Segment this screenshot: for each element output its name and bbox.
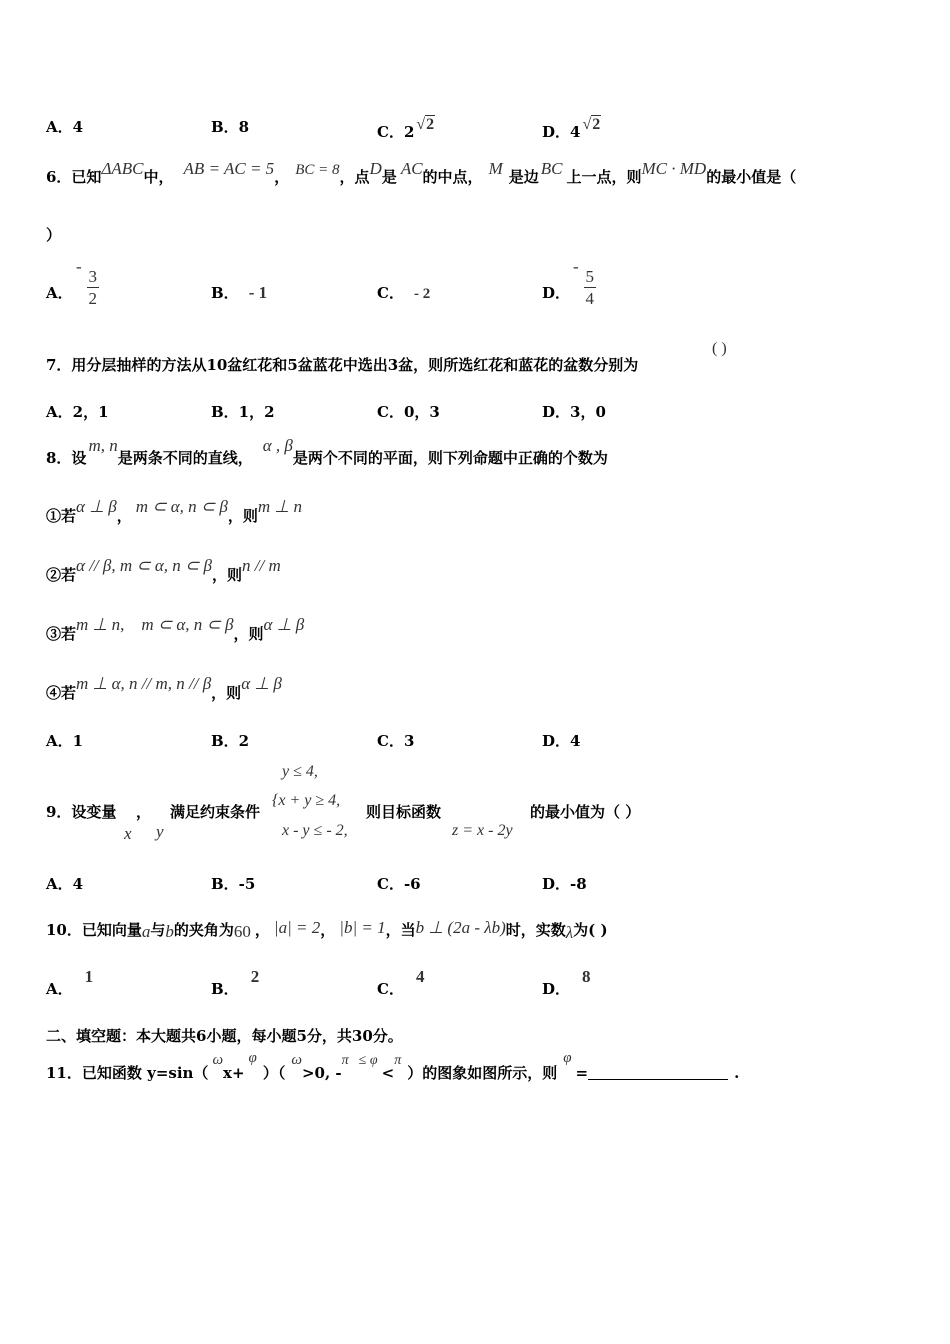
q8-item-4 [46,674,282,703]
q7-option-a: A．2，1 [46,403,109,421]
fraction-bar [584,287,596,288]
q11-inequality: ≤ φ [358,1053,378,1068]
q11-text: . [734,1064,740,1082]
q11-omega: ω [291,1052,302,1068]
section-heading: 二、填空题：本大题共6小题，每小题5分，共30分。 [46,1027,403,1045]
q10-perpendicular: b ⊥ (2a - λb) [415,918,506,937]
answer-blank[interactable] [588,1065,728,1080]
q10-option-a-value: 1 [84,967,94,986]
q8-planes: α , β [262,436,293,455]
q10-text: 与 [150,921,166,939]
q10-text: 的夹角为 [173,921,234,939]
q6-option-a-label: A． [46,284,73,302]
q5-option-b: B．8 [211,118,250,136]
q6-point-d: D [369,159,382,178]
q8-item-1 [46,497,302,526]
q8-item-then: ，则 [212,566,243,584]
q6-option-d-fraction [584,268,596,307]
q11-text: x+ [223,1064,245,1082]
q6-segment-ac: AC [400,159,423,178]
q6-option-d-value [573,257,596,307]
q5-option-c-radicand: 2 [426,116,435,133]
q9-text: 则目标函数 [366,803,442,821]
q8-item-condition: α ⊥ β [76,497,117,516]
q8-item-condition: m ⊂ α, n ⊂ β [135,497,228,516]
q10-text: ，当 [385,921,416,939]
q10-lambda: λ [565,923,574,942]
q8-item-2 [46,556,281,585]
numerator: 5 [585,267,595,286]
q6-text: 的最小值是（ [706,168,797,186]
q7-option-d: D．3，0 [542,403,606,421]
q6-stem [46,159,797,187]
q10-option-a [46,967,94,999]
q9-option-c: C．-6 [377,875,421,893]
q7-option-b: B．1，2 [211,403,275,421]
q8-item-condition: m ⊥ α, n // m, n // β [76,674,212,693]
q10-option-b-value: 2 [250,967,260,986]
q9-variable-y: y [156,822,164,841]
q6-option-b [211,282,267,303]
q9-variable-x: x [124,824,132,843]
q6-option-b-value: - 1 [248,283,268,302]
q8-stem [46,436,608,468]
q10-text: ， [320,921,336,939]
denominator: 2 [88,289,98,308]
q11-pi: π [341,1053,349,1068]
q8-item-then: ，则 [211,684,242,702]
q10-option-b [211,967,260,999]
q11-omega: ω [212,1052,224,1068]
q9-number: 9．设变量 [46,803,117,821]
q10-option-c [377,967,425,999]
denominator: 4 [585,289,595,308]
q8-item-then: ，则 [227,507,258,525]
q11-pi: π [394,1053,402,1068]
q9-option-b: B．-5 [211,875,256,893]
q11-text: >0, - [301,1064,342,1082]
q8-item-result: m ⊥ n [257,497,302,516]
q7-paren: ( ) [712,340,727,357]
q8-item-mark: ④若 [46,684,77,702]
q6-triangle: ΔABC [101,159,144,178]
q5-option-c-label: C．2 [377,123,415,141]
q6-close-paren: ） [46,226,62,244]
q8-item-result: n // m [242,556,281,575]
q10-text: 时，实数 [505,921,566,939]
q9-constraint-2: {x + y ≥ 4, [272,792,341,809]
q9-comma: ， [136,803,152,821]
q10-option-c-value: 4 [415,967,425,986]
q9-constraint-1: y ≤ 4, [282,763,318,780]
q11-stem [46,1050,740,1083]
q8-text: 是两条不同的直线， [117,449,253,467]
q6-option-d [542,282,570,303]
q9-constraint-3: x - y ≤ - 2, [282,822,348,839]
q10-vector-a: a [141,922,151,941]
q10-option-a-label: A． [46,980,73,998]
q6-text: 中， [143,168,174,186]
q10-option-b-label: B． [211,980,239,998]
q6-option-d-sign: - [573,257,579,276]
q10-vector-b: b [165,922,174,941]
q9-text: 的最小值为（ ） [530,803,641,821]
q10-norm-b: |b| = 1 [339,918,386,937]
q6-option-b-label: B． [211,284,239,302]
q5-option-c [377,116,435,142]
q10-text: ， [254,921,270,939]
q11-text: ）（ [262,1064,286,1082]
q10-angle: 60 [233,922,251,941]
sqrt-symbol: √2 [582,116,601,133]
q8-number: 8．设 [46,449,87,467]
q6-dot-product: MC · MD [641,159,707,178]
q8-item-then: ，则 [233,625,264,643]
q10-option-d-value: 8 [582,967,591,986]
q8-option-d: D．4 [542,732,581,750]
q5-option-d-label: D．4 [542,123,581,141]
q10-option-c-label: C． [377,980,404,998]
q6-option-c-value: - 2 [413,286,431,302]
q8-item-mark: ③若 [46,625,77,643]
q8-item-mark: ②若 [46,566,77,584]
q8-item-result: α ⊥ β [263,615,305,634]
q6-text: ，点 [339,168,370,186]
q11-phi: φ [563,1050,572,1066]
q11-text: = [575,1064,589,1082]
q6-text: 是边 [508,168,539,186]
q6-equation-1: AB = AC = 5 [183,159,275,178]
q6-option-c-label: C． [377,284,404,302]
q6-equation-2: BC = 8 [295,162,340,178]
fraction-bar [87,287,99,288]
q11-text: < [381,1064,395,1082]
q8-item-condition: m ⊥ n, m ⊂ α, n ⊂ β [76,615,234,634]
q9-option-d: D．-8 [542,875,587,893]
q5-option-d-radicand: 2 [592,116,601,133]
q10-option-d-label: D． [542,980,571,998]
q6-text: 是 [381,168,397,186]
q6-option-a-value [76,257,99,307]
q8-item-mark: ①若 [46,507,77,525]
q6-option-d-label: D． [542,284,571,302]
q11-text: ）的图象如图所示，则 [407,1064,558,1082]
q6-text: 上一点，则 [566,168,642,186]
q8-item-result: α ⊥ β [241,674,282,693]
q6-point-m: M [488,159,503,178]
q9-option-a: A．4 [46,875,84,893]
q6-segment-bc: BC [540,159,563,178]
q8-option-c: C．3 [377,732,415,750]
numerator: 3 [88,267,98,286]
q9-objective: z = x - 2y [452,822,513,839]
q8-item-3 [46,615,305,644]
q8-item-sep: ， [116,507,132,525]
q6-number: 6．已知 [46,168,102,186]
q8-text: 是两个不同的平面，则下列命题中正确的个数为 [292,449,608,467]
q11-phi: φ [248,1050,257,1066]
q6-text: ， [274,168,290,186]
sqrt-symbol: √2 [416,116,435,133]
q6-option-a-sign: - [76,257,82,276]
q10-stem [46,919,608,940]
q8-option-a: A．1 [46,732,84,750]
q10-number: 10．已知向量 [46,921,142,939]
q9-text: 满足约束条件 [170,803,261,821]
q8-option-b: B．2 [211,732,250,750]
q10-text: 为( ) [573,921,608,939]
q6-option-a-fraction [87,268,99,307]
q10-option-d [542,967,591,999]
q7-option-c: C．0，3 [377,403,440,421]
q11-number: 11．已知函数 y=sin（ [46,1064,209,1082]
q8-lines-mn: m, n [88,436,118,455]
q10-norm-a: |a| = 2 [273,918,321,937]
q6-option-c [377,282,430,303]
q6-option-a [46,282,73,303]
q8-item-condition: α // β, m ⊂ α, n ⊂ β [76,556,213,575]
q7-stem: 7．用分层抽样的方法从10盆红花和5盆蓝花中选出3盆，则所选红花和蓝花的盆数分别为 [46,356,639,374]
q6-text: 的中点， [422,168,483,186]
q5-option-d [542,116,601,142]
q5-option-a: A．4 [46,118,84,136]
